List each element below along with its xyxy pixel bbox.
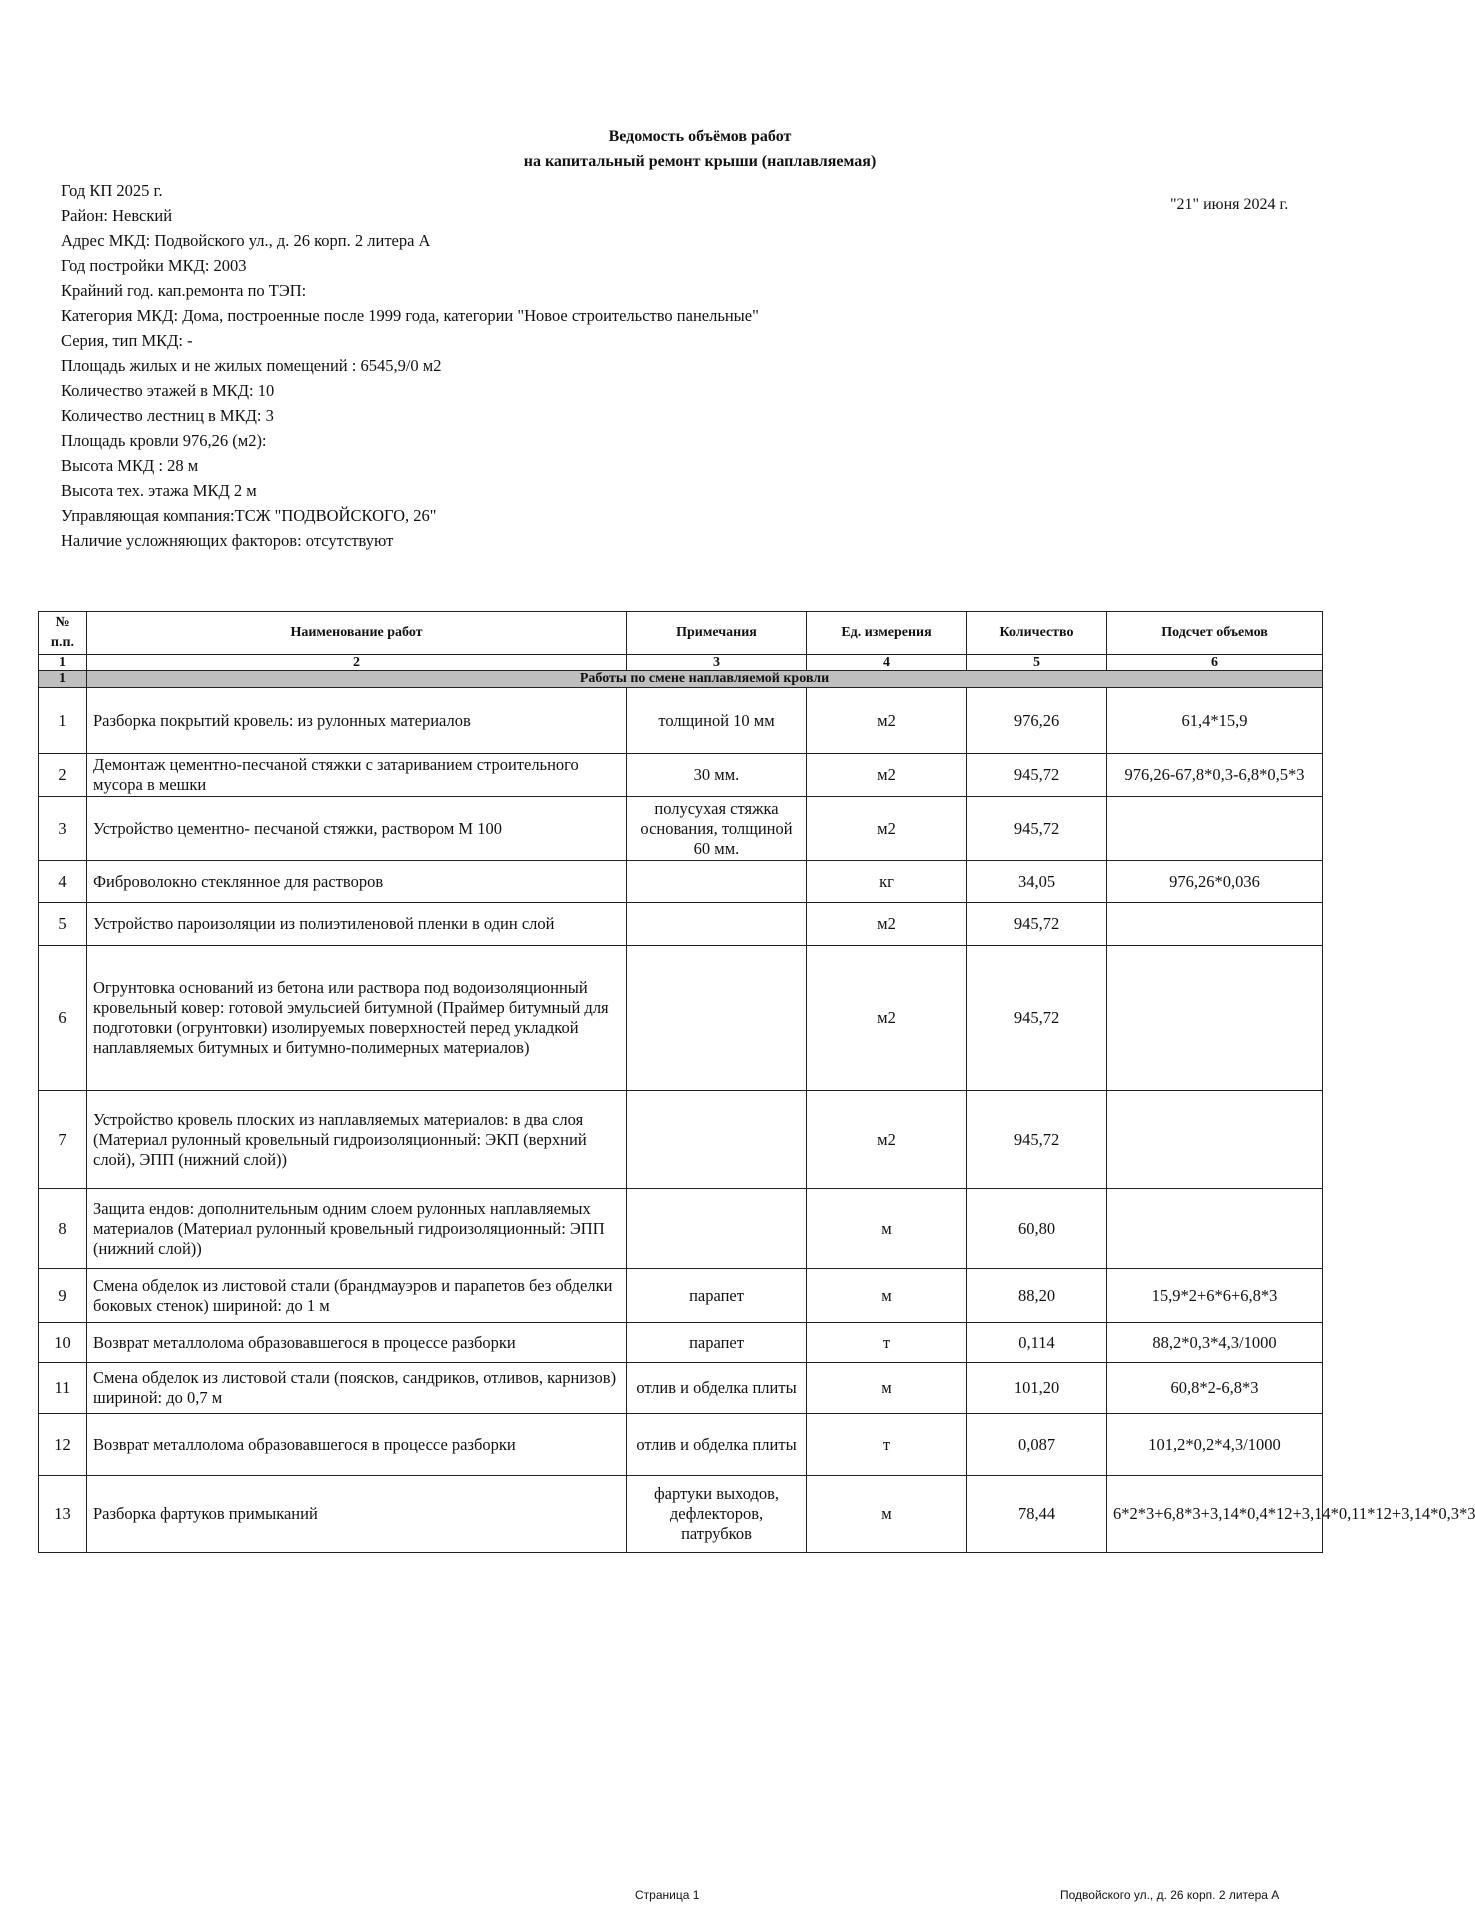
work-name: Разборка покрытий кровель: из рулонных материалов: [87, 688, 627, 754]
work-quantity: 945,72: [967, 1091, 1107, 1189]
row-number: 12: [39, 1414, 87, 1476]
table-row: [39, 1476, 1323, 1553]
work-calculation: 15,9*2+6*6+6,8*3: [1107, 1269, 1323, 1323]
row-number: 5: [39, 903, 87, 946]
table-row: [39, 1363, 1323, 1414]
info-line: Управляющая компания:ТСЖ "ПОДВОЙСКОГО, 26": [61, 506, 437, 525]
work-unit: м: [807, 1363, 967, 1414]
info-line: Категория МКД: Дома, построенные после 1999 года, категории "Новое строительство панельные": [61, 306, 759, 325]
work-unit: м2: [807, 688, 967, 754]
section-title: Работы по смене наплавляемой кровли: [87, 671, 1323, 688]
info-line: Район: Невский: [61, 206, 173, 225]
work-note: парапет: [627, 1269, 807, 1323]
work-note: [627, 861, 807, 903]
column-number: 5: [967, 655, 1107, 671]
row-number: 2: [39, 754, 87, 797]
work-note: отлив и обделка плиты: [627, 1363, 807, 1414]
table-row: [39, 1189, 1323, 1269]
work-unit: т: [807, 1323, 967, 1363]
work-quantity: 945,72: [967, 797, 1107, 861]
footer-address: Подвойского ул., д. 26 корп. 2 литера А: [1060, 1888, 1280, 1902]
row-number: 4: [39, 861, 87, 903]
work-unit: м2: [807, 946, 967, 1091]
info-line: Крайний год. кап.ремонта по ТЭП:: [61, 281, 307, 300]
work-calculation: [1107, 946, 1323, 1091]
info-line: Количество этажей в МКД: 10: [61, 381, 275, 400]
work-quantity: 101,20: [967, 1363, 1107, 1414]
info-line: Год КП 2025 г.: [61, 181, 163, 200]
info-line: Серия, тип МКД: -: [61, 331, 193, 350]
header-cell: № п.п.: [39, 612, 87, 655]
work-name: Огрунтовка оснований из бетона или раствора под водоизоляционный кровельный ковер: готовой эмульсией битумной (Праймер битумный для подготовки (огрунтовки) изолируемых поверхностей перед укладкой наплавляемых битумных и битумно-полимерных материалов): [87, 946, 627, 1091]
work-name: Защита ендов: дополнительным одним слоем рулонных наплавляемых материалов (Материал рулонный кровельный гидроизоляционный: ЭПП (нижний слой)): [87, 1189, 627, 1269]
work-note: отлив и обделка плиты: [627, 1414, 807, 1476]
work-note: [627, 1189, 807, 1269]
work-unit: кг: [807, 861, 967, 903]
work-calculation: [1107, 903, 1323, 946]
table-row: [39, 946, 1323, 1091]
column-number: 2: [87, 655, 627, 671]
work-unit: м2: [807, 903, 967, 946]
table-row: [39, 1414, 1323, 1476]
info-line: Высота МКД : 28 м: [61, 456, 199, 475]
work-quantity: 88,20: [967, 1269, 1107, 1323]
work-note: фартуки выходов, дефлекторов, патрубков: [627, 1476, 807, 1553]
row-number: 11: [39, 1363, 87, 1414]
works-table: [38, 611, 1475, 1553]
work-calculation: 976,26-67,8*0,3-6,8*0,5*3: [1107, 754, 1323, 797]
work-note: парапет: [627, 1323, 807, 1363]
work-unit: м2: [807, 797, 967, 861]
column-number: 1: [39, 655, 87, 671]
table-row: [39, 903, 1323, 946]
work-calculation: 976,26*0,036: [1107, 861, 1323, 903]
header-cell: Количество: [967, 612, 1107, 655]
work-calculation: 101,2*0,2*4,3/1000: [1107, 1414, 1323, 1476]
work-unit: т: [807, 1414, 967, 1476]
work-calculation: 61,4*15,9: [1107, 688, 1323, 754]
work-name: Возврат металлолома образовавшегося в процессе разборки: [87, 1323, 627, 1363]
work-unit: м: [807, 1269, 967, 1323]
work-name: Смена обделок из листовой стали (брандмауэров и парапетов без обделки боковых стенок) шириной: до 1 м: [87, 1269, 627, 1323]
work-unit: м: [807, 1476, 967, 1553]
work-calculation: 6*2*3+6,8*3+3,14*0,4*12+3,14*0,11*12+3,14*0,3*3: [1107, 1476, 1323, 1553]
building-info: [61, 181, 821, 556]
work-unit: м2: [807, 754, 967, 797]
section-row: [39, 671, 1323, 688]
info-line: Высота тех. этажа МКД 2 м: [61, 481, 257, 500]
info-line: Год постройки МКД: 2003: [61, 256, 247, 275]
section-number: 1: [39, 671, 87, 688]
work-note: [627, 1091, 807, 1189]
work-quantity: 60,80: [967, 1189, 1107, 1269]
work-note: полусухая стяжка основания, толщиной 60 мм.: [627, 797, 807, 861]
document-title: Ведомость объёмов работ: [608, 128, 792, 145]
row-number: 13: [39, 1476, 87, 1553]
work-name: Смена обделок из листовой стали (поясков, сандриков, отливов, карнизов) шириной: до 0,7 м: [87, 1363, 627, 1414]
work-calculation: 88,2*0,3*4,3/1000: [1107, 1323, 1323, 1363]
work-note: толщиной 10 мм: [627, 688, 807, 754]
work-name: Устройство цементно- песчаной стяжки, раствором М 100: [87, 797, 627, 861]
work-quantity: 0,114: [967, 1323, 1107, 1363]
column-number: 4: [807, 655, 967, 671]
column-number: 3: [627, 655, 807, 671]
work-note: 30 мм.: [627, 754, 807, 797]
header-cell: Наименование работ: [87, 612, 627, 655]
table-header-row: [39, 612, 1323, 655]
row-number: 6: [39, 946, 87, 1091]
column-number-row: [39, 655, 1323, 671]
work-name: Фиброволокно стеклянное для растворов: [87, 861, 627, 903]
row-number: 9: [39, 1269, 87, 1323]
work-unit: м2: [807, 1091, 967, 1189]
row-number: 10: [39, 1323, 87, 1363]
table-row: [39, 861, 1323, 903]
header-cell: Примечания: [627, 612, 807, 655]
row-number: 8: [39, 1189, 87, 1269]
row-number: 7: [39, 1091, 87, 1189]
row-number: 1: [39, 688, 87, 754]
work-quantity: 34,05: [967, 861, 1107, 903]
document-subtitle: на капитальный ремонт крыши (наплавляемая): [523, 153, 877, 170]
work-calculation: [1107, 1189, 1323, 1269]
document-date: "21" июня 2024 г.: [1170, 196, 1289, 213]
work-name: Разборка фартуков примыканий: [87, 1476, 627, 1553]
table-row: [39, 1323, 1323, 1363]
info-line: Наличие усложняющих факторов: отсутствуют: [61, 531, 394, 550]
work-name: Демонтаж цементно-песчаной стяжки с затариванием строительного мусора в мешки: [87, 754, 627, 797]
info-line: Количество лестниц в МКД: 3: [61, 406, 274, 425]
work-quantity: 945,72: [967, 903, 1107, 946]
work-quantity: 945,72: [967, 946, 1107, 1091]
table-row: [39, 797, 1323, 861]
work-unit: м: [807, 1189, 967, 1269]
work-note: [627, 903, 807, 946]
work-name: Устройство пароизоляции из полиэтиленовой пленки в один слой: [87, 903, 627, 946]
header-cell: Ед. измерения: [807, 612, 967, 655]
work-name: Устройство кровель плоских из наплавляемых материалов: в два слоя (Материал рулонный кровельный гидроизоляционный: ЭКП (верхний слой), ЭПП (нижний слой)): [87, 1091, 627, 1189]
info-line: Адрес МКД: Подвойского ул., д. 26 корп. 2 литера А: [61, 231, 431, 250]
work-quantity: 78,44: [967, 1476, 1107, 1553]
work-quantity: 976,26: [967, 688, 1107, 754]
work-note: [627, 946, 807, 1091]
work-calculation: [1107, 797, 1323, 861]
table-row: [39, 754, 1323, 797]
table-row: [39, 688, 1323, 754]
info-line: Площадь жилых и не жилых помещений : 6545,9/0 м2: [61, 356, 442, 375]
work-quantity: 945,72: [967, 754, 1107, 797]
row-number: 3: [39, 797, 87, 861]
table-row: [39, 1269, 1323, 1323]
work-quantity: 0,087: [967, 1414, 1107, 1476]
info-line: Площадь кровли 976,26 (м2):: [61, 431, 267, 450]
footer-page-number: Страница 1: [635, 1888, 700, 1902]
table-row: [39, 1091, 1323, 1189]
work-calculation: [1107, 1091, 1323, 1189]
work-calculation: 60,8*2-6,8*3: [1107, 1363, 1323, 1414]
column-number: 6: [1107, 655, 1323, 671]
work-name: Возврат металлолома образовавшегося в процессе разборки: [87, 1414, 627, 1476]
header-cell: Подсчет объемов: [1107, 612, 1323, 655]
